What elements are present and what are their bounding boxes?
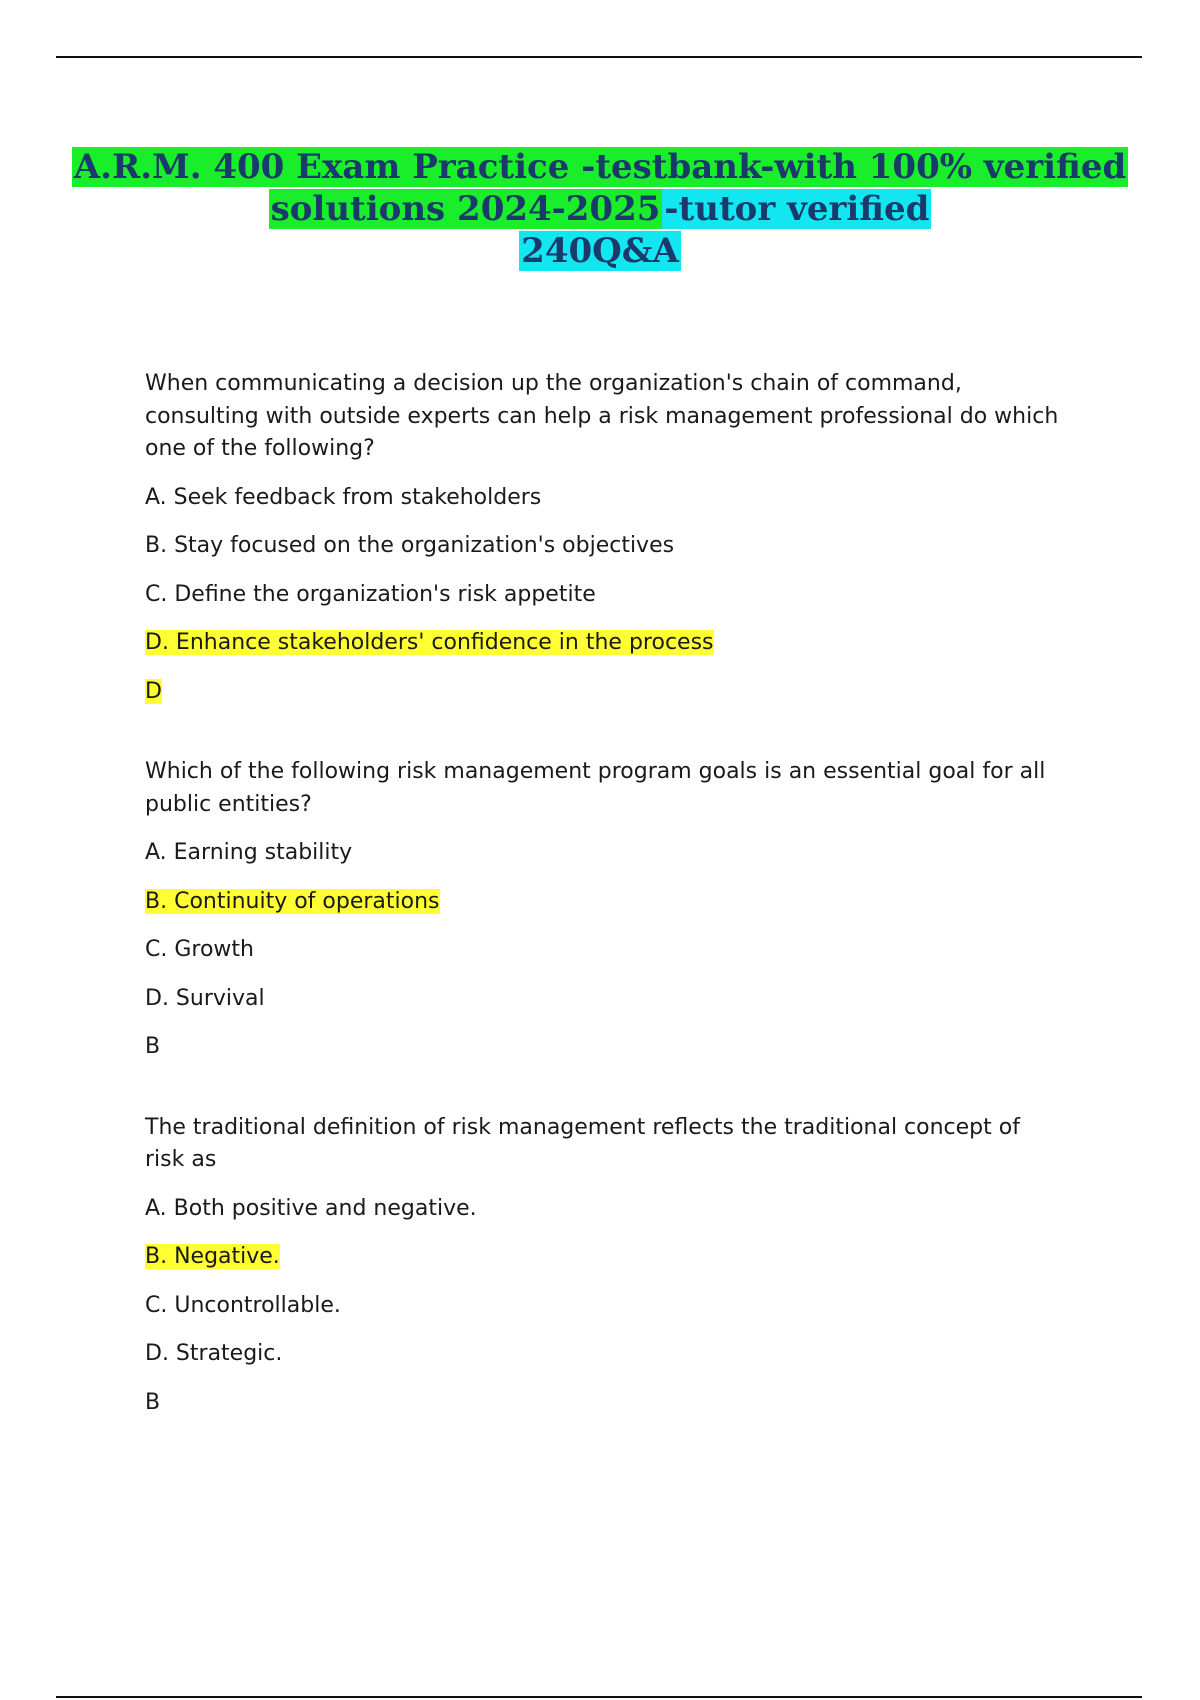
answer-key: B [145, 1389, 161, 1415]
answer-key: D [145, 678, 162, 704]
option-d-correct: D. Enhance stakeholders' confidence in the process [145, 630, 714, 655]
question-block-2 [145, 756, 1065, 1064]
title-line-2-cyan: -tutor verified [664, 189, 930, 229]
option-b: B. Stay focused on the organization's objectives [145, 533, 675, 558]
option-b-correct: B. Negative. [145, 1244, 280, 1269]
top-rule [56, 56, 1142, 58]
document-title [60, 146, 1140, 272]
title-line-3: 240Q&A [521, 231, 679, 271]
option-d: D. Survival [145, 985, 265, 1011]
question-text: When communicating a decision up the organization's chain of command, consulting with outside experts can help a risk management professional do which one of the following? [145, 371, 1059, 461]
title-line-1: A.R.M. 400 Exam Practice -testbank-with 100% verified [73, 147, 1127, 187]
option-c: C. Growth [145, 937, 254, 962]
question-block-3 [145, 1112, 1065, 1420]
question-list [145, 368, 1065, 1467]
option-c: C. Define the organization's risk appetite [145, 581, 596, 607]
option-a: A. Earning stability [145, 840, 353, 865]
option-b-correct: B. Continuity of operations [145, 888, 440, 914]
question-text: The traditional definition of risk management reflects the traditional concept of risk as [145, 1114, 1020, 1172]
option-c: C. Uncontrollable. [145, 1292, 341, 1318]
question-block-1 [145, 368, 1065, 708]
bottom-rule [56, 1696, 1142, 1698]
question-text: Which of the following risk management program goals is an essential goal for all public entities? [145, 759, 1046, 817]
title-line-2-green: solutions 2024-2025 [270, 189, 661, 229]
option-a: A. Both positive and negative. [145, 1195, 477, 1221]
answer-key: B [145, 1034, 161, 1059]
option-d: D. Strategic. [145, 1341, 283, 1366]
option-a: A. Seek feedback from stakeholders [145, 484, 542, 510]
